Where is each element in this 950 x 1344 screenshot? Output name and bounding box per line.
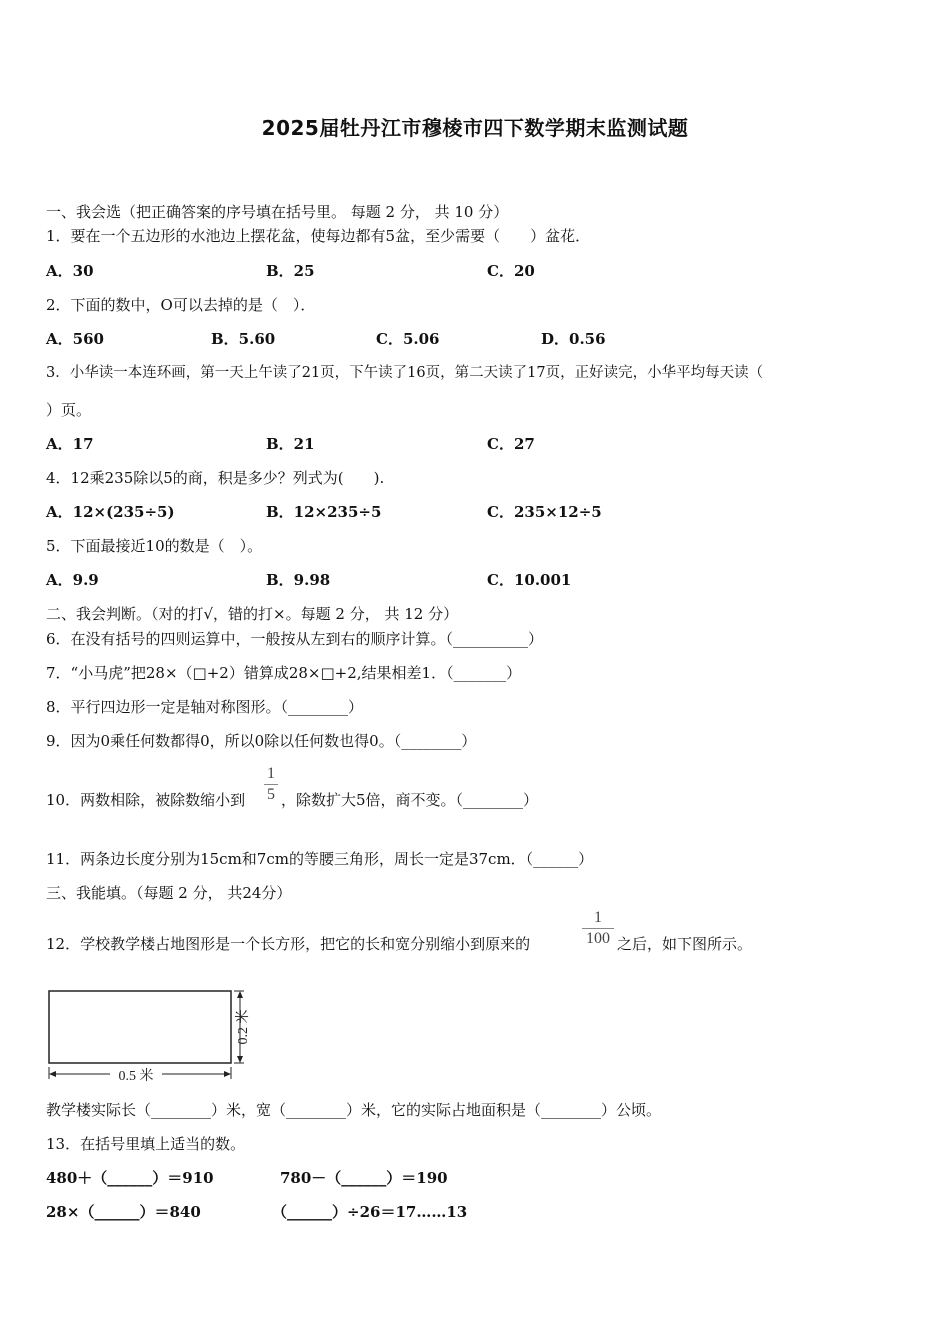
- q13-blank-c: 28×（______）＝840: [46, 1203, 201, 1221]
- rectangle-figure: [44, 985, 264, 1085]
- question-3-line-2: ）页。: [46, 401, 92, 419]
- building-rectangle: [49, 991, 231, 1063]
- rectangle-diagram: [44, 985, 264, 1085]
- q12-fraction: [582, 909, 614, 948]
- q2-option-b: B．5.60: [211, 330, 276, 348]
- q13-blank-b: 780－（______）＝190: [280, 1169, 448, 1187]
- q10-fraction-denominator: 5: [267, 786, 275, 803]
- q1-option-b: B．25: [266, 262, 315, 280]
- arrow-left-icon: [49, 1071, 56, 1077]
- width-label: 0.5 米: [118, 1069, 154, 1084]
- arrow-up-icon: [237, 991, 243, 998]
- question-1: 1．要在一个五边形的水池边上摆花盆，使每边都有5盆，至少需要（ ）盆花．: [46, 227, 591, 245]
- arrow-right-icon: [224, 1071, 231, 1077]
- q4-option-b: B．12×235÷5: [266, 503, 382, 521]
- q1-option-a: A．30: [46, 262, 94, 280]
- section-3-heading: 三、我能填。（每题 2 分， 共24分）: [46, 884, 292, 902]
- question-12-prefix: 12．学校教学楼占地图形是一个长方形，把它的长和宽分别缩小到原来的: [46, 935, 531, 953]
- page-title: 2025届牡丹江市穆棱市四下数学期末监测试题: [261, 116, 689, 140]
- q4-option-c: C．235×12÷5: [487, 503, 602, 521]
- section-2-heading: 二、我会判断。（对的打√，错的打×。每题 2 分， 共 12 分）: [46, 605, 459, 623]
- question-13: 13．在括号里填上适当的数。: [46, 1135, 246, 1153]
- q10-fraction-numerator: 1: [267, 765, 275, 782]
- q13-blank-a: 480＋（______）＝910: [46, 1169, 214, 1187]
- q5-option-c: C．10.001: [487, 571, 572, 589]
- fraction-bar: [264, 784, 278, 785]
- fraction-bar: [582, 928, 614, 929]
- question-12-answer: 教学楼实际长（________）米，宽（________）米，它的实际占地面积是（________）公顷。: [46, 1101, 662, 1119]
- question-11: 11．两条边长度分别为15cm和7cm的等腰三角形，周长一定是37cm．（______）: [46, 850, 594, 868]
- question-8: 8．平行四边形一定是轴对称图形。（________）: [46, 698, 364, 716]
- q1-option-c: C．20: [487, 262, 535, 280]
- q3-option-a: A．17: [46, 435, 94, 453]
- question-12-suffix: 之后，如下图所示。: [617, 935, 753, 953]
- q2-option-d: D．0.56: [541, 330, 606, 348]
- q3-option-b: B．21: [266, 435, 315, 453]
- arrow-down-icon: [237, 1056, 243, 1063]
- q12-fraction-numerator: 1: [594, 909, 602, 926]
- q5-option-b: B．9.98: [266, 571, 331, 589]
- height-label: 0.2 米: [236, 1009, 251, 1045]
- question-9: 9．因为0乘任何数都得0，所以0除以任何数也得0。（________）: [46, 732, 477, 750]
- question-10-suffix: ，除数扩大5倍，商不变。（________）: [281, 791, 539, 809]
- question-7: 7．“小马虎”把28×（□+2）错算成28×□+2,结果相差1．（_______）: [46, 664, 522, 682]
- q2-option-c: C．5.06: [376, 330, 440, 348]
- q5-option-a: A．9.9: [46, 571, 99, 589]
- question-3-line-1: 3．小华读一本连环画，第一天上午读了21页，下午读了16页，第二天读了17页，正好读完，小华平均每天读（: [46, 365, 764, 381]
- q3-option-c: C．27: [487, 435, 535, 453]
- question-5: 5．下面最接近10的数是（ ）。: [46, 537, 263, 555]
- section-1-heading: 一、我会选（把正确答案的序号填在括号里。 每题 2 分， 共 10 分）: [46, 203, 509, 221]
- q13-blank-d: （______）÷26＝17……13: [272, 1203, 468, 1221]
- question-6: 6．在没有括号的四则运算中，一般按从左到右的顺序计算。（__________）: [46, 630, 544, 648]
- q12-fraction-denominator: 100: [586, 930, 610, 947]
- question-2: 2．下面的数中，O可以去掉的是（ ）．: [46, 296, 316, 314]
- q2-option-a: A．560: [46, 330, 104, 348]
- question-10-prefix: 10．两数相除，被除数缩小到: [46, 791, 246, 809]
- q4-option-a: A．12×(235÷5): [46, 503, 175, 521]
- question-4: 4．12乘235除以5的商，积是多少？列式为( ).: [46, 469, 385, 487]
- q10-fraction: [264, 765, 278, 804]
